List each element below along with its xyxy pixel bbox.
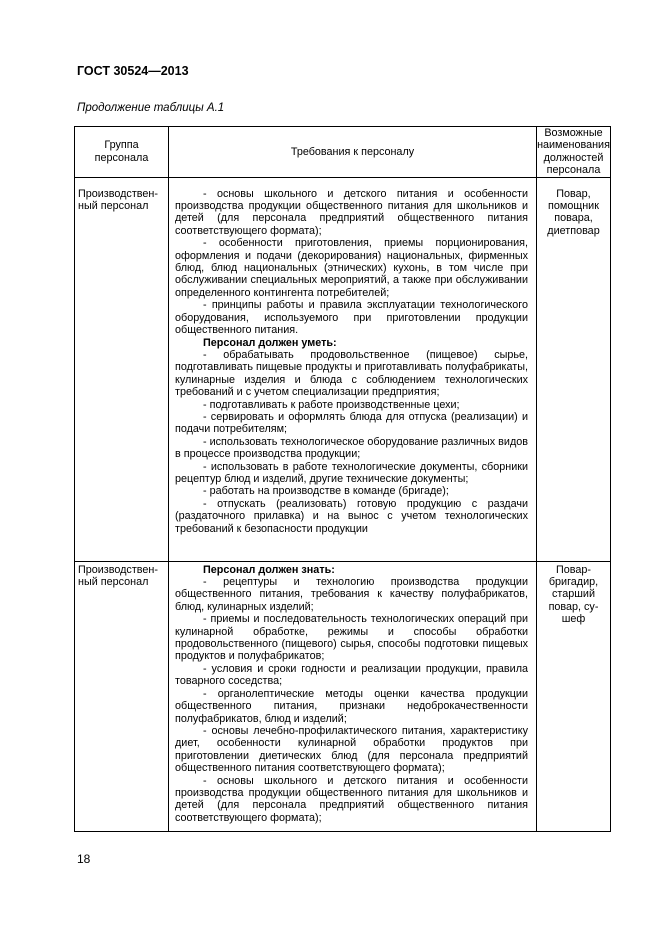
requirement-item: - работать на производстве в команде (бригаде); xyxy=(203,485,449,498)
requirement-item: - основы лечебно-профилактического питания, характеристику диет, особенности кулинарной обработки продуктов при приготовлении диетических блюд (для персонала предприятий общественного питания соответствующего формата); xyxy=(175,724,528,775)
header-requirements: Требования к персоналу xyxy=(169,127,537,178)
requirement-item: - использовать в работе технологические документы, сборники рецептур блюд и изделий, другие технические документы; xyxy=(175,460,528,485)
requirement-item: - обрабатывать продовольственное (пищевое) сырье, подготавливать пищевые продукты и приготавливать полуфабрикаты, кулинарные изделия и блюда с соблюдением технологических требований и с учетом специализации предприятия; xyxy=(175,348,528,399)
requirement-item: - сервировать и оформлять блюда для отпуска (реализации) и подачи потребителям; xyxy=(175,410,528,436)
requirement-item: - органолептические методы оценки качества продукции общественного питания, признаки недоброкачественности полуфабрикатов, блюд и изделий; xyxy=(175,687,528,725)
requirement-item: - основы школьного и детского питания и особенности производства продукции общественного питания для школьников и детей (для персонала предприятий общественного питания соответствующего формата); xyxy=(175,774,528,824)
group-cell: Производствен-ный персонал xyxy=(75,177,169,561)
subsection-heading: Персонал должен знать: xyxy=(203,563,335,576)
table-row xyxy=(75,177,611,561)
table-caption: Продолжение таблицы А.1 xyxy=(77,102,225,114)
group-cell: Производствен-ный персонал xyxy=(75,561,169,831)
table-header-row xyxy=(75,127,611,178)
requirement-item: - особенности приготовления, приемы порционирования, оформления и подачи (декорирования) национальных, фирменных блюд, блюд национальных (этнических) кухонь, в том числе при обслуживании специальных мероприятий, а также при обслуживании определенного контингента потребителей; xyxy=(175,237,528,299)
document-header: ГОСТ 30524—2013 xyxy=(77,64,189,78)
positions-cell: Повар-бригадир, старший повар, су-шеф xyxy=(537,561,611,831)
header-group: Группа персонала xyxy=(75,127,169,178)
requirement-item: - использовать технологическое оборудование различных видов в процессе производства продукции; xyxy=(175,435,528,461)
requirement-item: - условия и сроки годности и реализации продукции, правила товарного соседства; xyxy=(175,662,528,688)
positions-cell: Повар, помощник повара, диетповар xyxy=(537,177,611,561)
subsection-heading: Персонал должен уметь: xyxy=(203,336,337,349)
table-row xyxy=(75,561,611,831)
requirement-item: - основы школьного и детского питания и особенности производства продукции общественного питания для школьников и детей (для персонала предприятий общественного питания соответствующего формата); xyxy=(175,187,528,237)
requirement-item: - рецептуры и технологию производства продукции общественного питания, требования к качеству полуфабрикатов, блюд, кулинарных изделий; xyxy=(175,576,528,613)
requirement-item: - подготавливать к работе производственные цехи; xyxy=(203,398,460,411)
requirement-item: - приемы и последовательность технологических операций при кулинарной обработке, режимы и способы обработки продовольственного (пищевого) сырья, способы подготовки пищевых продуктов и полуфабрикатов; xyxy=(175,613,528,663)
page-number: 18 xyxy=(77,852,91,866)
requirements-cell xyxy=(169,177,537,561)
header-positions: Возможные наименования должностей персонала xyxy=(537,127,610,177)
requirement-item: - отпускать (реализовать) готовую продукцию с раздачи (раздаточного прилавка) и на вынос с учетом технологических требований к безопасности продукции xyxy=(175,497,528,535)
requirements-cell xyxy=(169,561,537,831)
requirement-item: - принципы работы и правила эксплуатации технологического оборудования, используемого при приготовлении продукции общественного питания. xyxy=(175,299,528,337)
requirements-table xyxy=(74,126,611,832)
